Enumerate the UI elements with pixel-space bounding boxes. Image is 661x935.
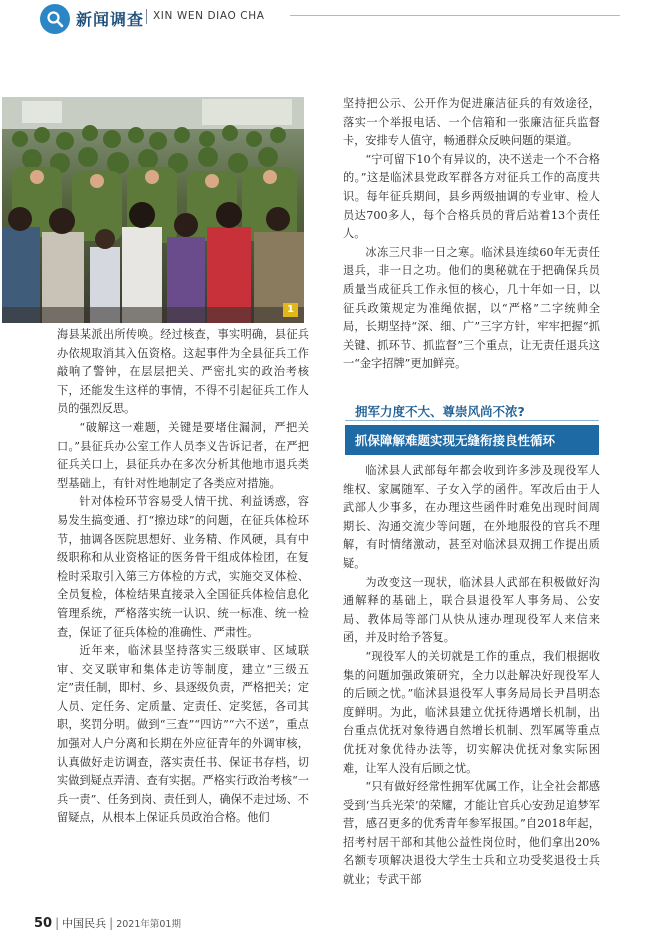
section-heading (345, 396, 599, 455)
photo-number-badge: 1 (283, 303, 298, 317)
paragraph: 海县某派出所传唤。经过核查，事实明确，县征兵办依规取消其入伍资格。这起事件为全县征兵工作敲响了警钟，在层层把关、严密扎实的政治考核下，还能发生这样的事情，不得不引起征兵工作人员的强烈反思。 (57, 328, 309, 416)
issue-label: 2021年第01期 (116, 919, 181, 930)
news-photo (2, 97, 304, 323)
paragraph: 临沭县人武部每年都会收到许多涉及现役军人维权、家属随军、子女入学的函件。军改后由于人武部人少事多，在办理这些函件时难免出现时间周期长、沟通交流少等问题，在外地服役的官兵不理解，有时情绪激动，甚至对临沭县双拥工作提出质疑。 (343, 464, 600, 570)
footer-separator: | (55, 916, 60, 930)
column-title: 新闻调查 (76, 10, 145, 29)
column-subtitle: XIN WEN DIAO CHA (153, 10, 265, 22)
left-column (57, 326, 309, 828)
section-rule (345, 420, 599, 421)
header-divider (146, 9, 147, 24)
right-column-bottom (343, 462, 600, 890)
paragraph: “只有做好经常性拥军优属工作，让全社会都感受到‘当兵光荣’的荣耀，才能让官兵心安劲足追梦军营，感召更多的优秀青年参军报国。”自2018年起，招考村居干部和其他公益性岗位时，他们拿出20%名额专项解决退役大学生士兵和立功受奖退役士兵就业；专武干部 (343, 780, 600, 887)
paragraph: 冰冻三尺非一日之寒。临沭县连续60年无责任退兵，非一日之功。他们的奥秘就在于把确保兵员质量当成征兵工作永恒的核心，几十年如一日，以征兵政策规定为准绳依据，以“严格”二字统帅全局，长期坚持“深、细、广”三字方针，牢牢把握“抓关键、抓环节、抓监督”三个重点，让无责任退兵这一“金字招牌”更加鲜亮。 (343, 245, 600, 371)
section-subtitle: 抓保障解难题实现无缝衔接良性循环 (345, 425, 599, 455)
footer-separator: | (109, 916, 114, 930)
magazine-name: 中国民兵 (62, 917, 107, 930)
paragraph: “破解这一难题，关键是要堵住漏洞，严把关口。”县征兵办公室工作人员李义告诉记者，在严把征兵关口上，县征兵办在多次分析其他地市退兵类型基础上，有针对性地制定了各类应对措施。 (57, 420, 309, 490)
paragraph: “现役军人的关切就是工作的重点，我们根据收集的问题加强政策研究，全力以赴解决好现役军人的后顾之忧。”临沭县退役军人事务局局长尹昌明态度鲜明。为此，临沭县建立优抚待遇增长机制，出台重点优抚对象待遇自然增长机制、烈军属等重点优抚对象优待办法等，切实解决优抚对象实际困难，让军人没有后顾之忧。 (343, 649, 600, 775)
paragraph: “宁可留下10个有异议的，决不送走一个不合格的。”这是临沭县党政军群各方对征兵工作的高度共识。每年征兵期间，县乡两级抽调的专业审、检人员达700多人，每个合格兵员的背后站着13个责任人。 (343, 152, 600, 241)
paragraph: 近年来，临沭县坚持落实三级联审、区域联审、交叉联审和集体走访等制度，建立“三级五定”责任制，即村、乡、县逐级负责，严格把关；定人员、定任务、定质量、定责任、定奖惩，各司其职，奖罚分明。做到“三查”“四访”“六不送”，重点加强对人户分离和长期在外应征青年的外调审核，认真做好走访调查，落实责任书、保证书存档，切实做到疑点弄清、查有实据。严格实行政治考核“一兵一责”、任务到岗、责任到人，确保不走过场、不留疑点，从根本上保证兵员政治合格。他们 (57, 644, 309, 825)
paragraph: 针对体检环节容易受人情干扰、利益诱惑，容易发生搞变通、打“擦边球”的问题，在征兵体检环节，抽调各医院思想好、业务精、作风硬，具有中级职称和从业资格证的医务骨干组成体检团，在复检时采取引入第三方体检的方式，实施交叉体检、全员复检，体检结果直接录入全国征兵体检信息化管理系统，严格落实统一认识、统一标准、统一检查，保证了征兵体检的准确性、严肃性。 (57, 495, 309, 639)
paragraph: 坚持把公示、公开作为促进廉洁征兵的有效途径，落实一个举报电话、一个信箱和一张廉洁征兵监督卡，安排专人值守，畅通群众反映问题的渠道。 (343, 97, 600, 148)
paragraph: 为改变这一现状，临沭县人武部在积极做好沟通解释的基础上，联合县退役军人事务局、公安局、教体局等部门从快从速办理现役军人来信来函，并及时给予答复。 (343, 575, 600, 645)
right-column-top (343, 95, 600, 374)
header-rule (290, 15, 620, 16)
search-icon (40, 4, 70, 34)
section-question: 拥军力度不大、尊崇风尚不浓? (345, 396, 599, 425)
page-number: 50 (34, 916, 53, 931)
page-footer (34, 912, 181, 931)
